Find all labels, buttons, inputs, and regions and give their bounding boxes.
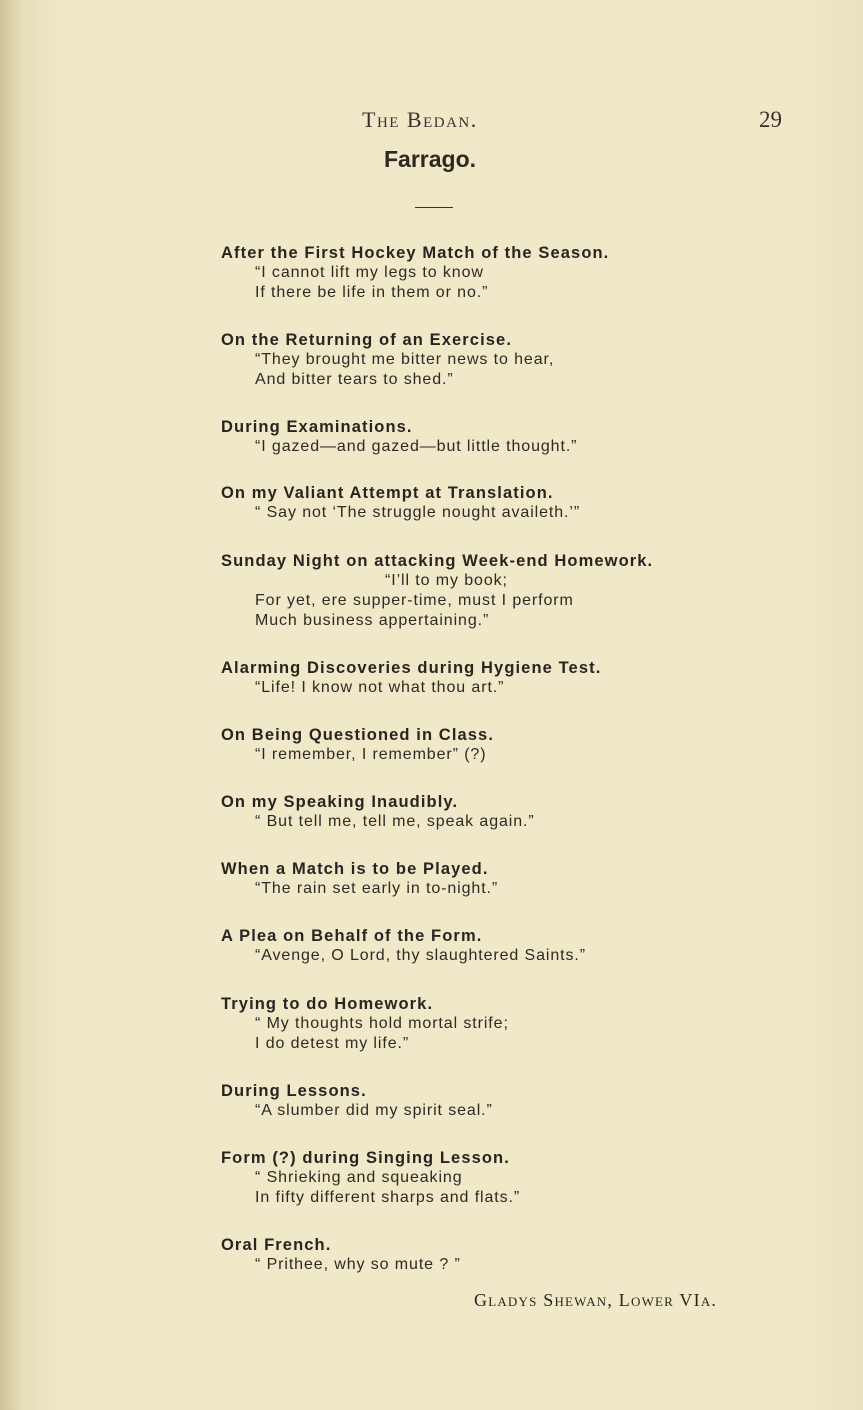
entry-heading: During Examinations. bbox=[221, 418, 413, 436]
page-number: 29 bbox=[759, 107, 782, 132]
title-rule bbox=[415, 207, 453, 208]
page-title: Farrago. bbox=[384, 146, 477, 172]
entry-heading: Alarming Discoveries during Hygiene Test. bbox=[221, 659, 602, 677]
entry-during-lessons bbox=[221, 1081, 493, 1121]
entry-heading: During Lessons. bbox=[221, 1082, 367, 1100]
entry-heading: On my Valiant Attempt at Translation. bbox=[221, 484, 554, 502]
quote-line: “They brought me bitter news to hear, bbox=[255, 351, 555, 368]
entry-heading: A Plea on Behalf of the Form. bbox=[221, 927, 483, 945]
entry-heading: When a Match is to be Played. bbox=[221, 860, 489, 878]
quote-line: I do detest my life.” bbox=[255, 1035, 410, 1052]
entry-heading: Trying to do Homework. bbox=[221, 995, 434, 1013]
quote-line: “The rain set early in to-night.” bbox=[255, 880, 499, 897]
entry-questioned-in-class bbox=[221, 725, 494, 765]
quote-line: “Life! I know not what thou art.” bbox=[255, 679, 505, 696]
entry-heading: Form (?) during Singing Lesson. bbox=[221, 1149, 510, 1167]
entry-translation bbox=[221, 483, 580, 523]
entry-trying-homework bbox=[221, 994, 509, 1054]
quote-line: If there be life in them or no.” bbox=[255, 284, 489, 301]
entry-match-played bbox=[221, 859, 498, 899]
quote-line: “ But tell me, tell me, speak again.” bbox=[255, 813, 535, 830]
entry-singing-lesson bbox=[221, 1148, 520, 1208]
entry-plea-behalf-form bbox=[221, 926, 586, 966]
quote-line: For yet, ere supper-time, must I perform bbox=[255, 592, 574, 609]
quote-line: “I’ll to my book; bbox=[385, 572, 508, 589]
entry-examinations bbox=[221, 417, 577, 457]
running-head: The Bedan. bbox=[362, 107, 478, 132]
entry-speaking-inaudibly bbox=[221, 792, 535, 832]
quote-line: Much business appertaining.” bbox=[255, 612, 490, 629]
entry-hygiene-test bbox=[221, 658, 601, 698]
entry-oral-french bbox=[221, 1235, 461, 1275]
quote-line: “ Prithee, why so mute ? ” bbox=[255, 1256, 461, 1273]
entry-heading: On the Returning of an Exercise. bbox=[221, 331, 512, 349]
quote-line: In fifty different sharps and flats.” bbox=[255, 1189, 521, 1206]
entry-heading: On Being Questioned in Class. bbox=[221, 726, 495, 744]
quote-line: “I cannot lift my legs to know bbox=[255, 264, 484, 281]
entry-heading: Sunday Night on attacking Week-end Homework. bbox=[221, 552, 654, 570]
author-signature: Gladys Shewan, Lower VIa. bbox=[474, 1290, 718, 1310]
entry-returning-exercise bbox=[221, 330, 554, 390]
quote-line: “ Shrieking and squeaking bbox=[255, 1169, 463, 1186]
quote-line: “Avenge, O Lord, thy slaughtered Saints.” bbox=[255, 947, 586, 964]
quote-line: “A slumber did my spirit seal.” bbox=[255, 1102, 493, 1119]
quote-line: “ Say not ‘The struggle nought availeth.’” bbox=[255, 504, 581, 521]
entry-heading: On my Speaking Inaudibly. bbox=[221, 793, 459, 811]
entry-heading: Oral French. bbox=[221, 1236, 332, 1254]
entry-hockey-match bbox=[221, 243, 609, 303]
entry-week-end-homework bbox=[221, 551, 653, 631]
quote-line: And bitter tears to shed.” bbox=[255, 371, 454, 388]
entry-heading: After the First Hockey Match of the Season. bbox=[221, 244, 610, 262]
quote-line: “ My thoughts hold mortal strife; bbox=[255, 1015, 509, 1032]
quote-line: “I remember, I remember” (?) bbox=[255, 746, 487, 763]
quote-line: “I gazed—and gazed—but little thought.” bbox=[255, 438, 578, 455]
